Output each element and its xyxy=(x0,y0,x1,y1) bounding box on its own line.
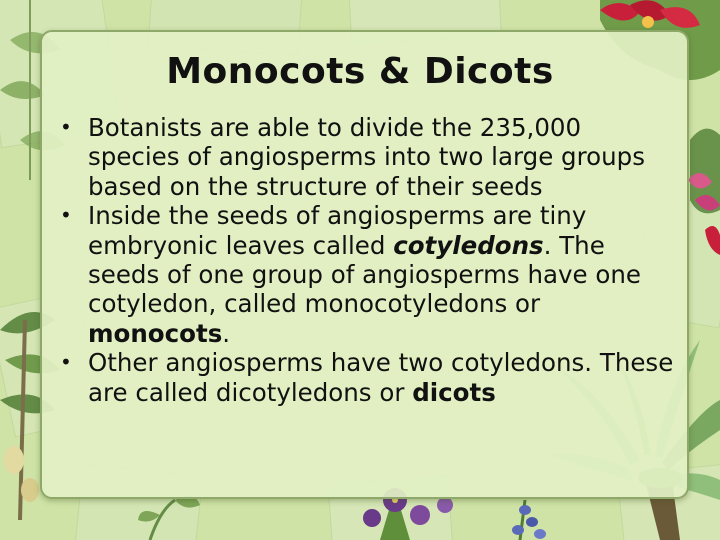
bullet-text: Inside the seeds of angiosperms are tiny embryonic leaves called xyxy=(88,201,587,260)
bullet-dot-icon: • xyxy=(60,203,72,228)
term-dicots: dicots xyxy=(412,377,496,407)
bullet-dot-icon: • xyxy=(60,350,72,375)
term-monocots: monocots xyxy=(88,318,223,348)
bullet-dot-icon: • xyxy=(60,115,72,139)
bullet-text: . xyxy=(222,318,231,348)
bullet-item xyxy=(60,348,680,407)
bullet-text: Botanists are able to divide the 235,000 species of angiosperms into two large groups based on the structure of their seeds xyxy=(88,113,645,201)
bullet-list xyxy=(60,113,680,407)
bullet-item xyxy=(60,201,680,348)
slide-title: Monocots & Dicots xyxy=(166,51,554,92)
bullet-text: . The seeds of one group of angiosperms have one cotyledon, called monocotyledons or xyxy=(88,230,641,319)
bullet-text: Other angiosperms have two cotyledons. These are called dicotyledons or xyxy=(88,348,674,407)
bullet-item xyxy=(60,113,680,201)
term-cotyledons: cotyledons xyxy=(393,230,544,260)
blue-lupine-bottom xyxy=(512,500,546,540)
